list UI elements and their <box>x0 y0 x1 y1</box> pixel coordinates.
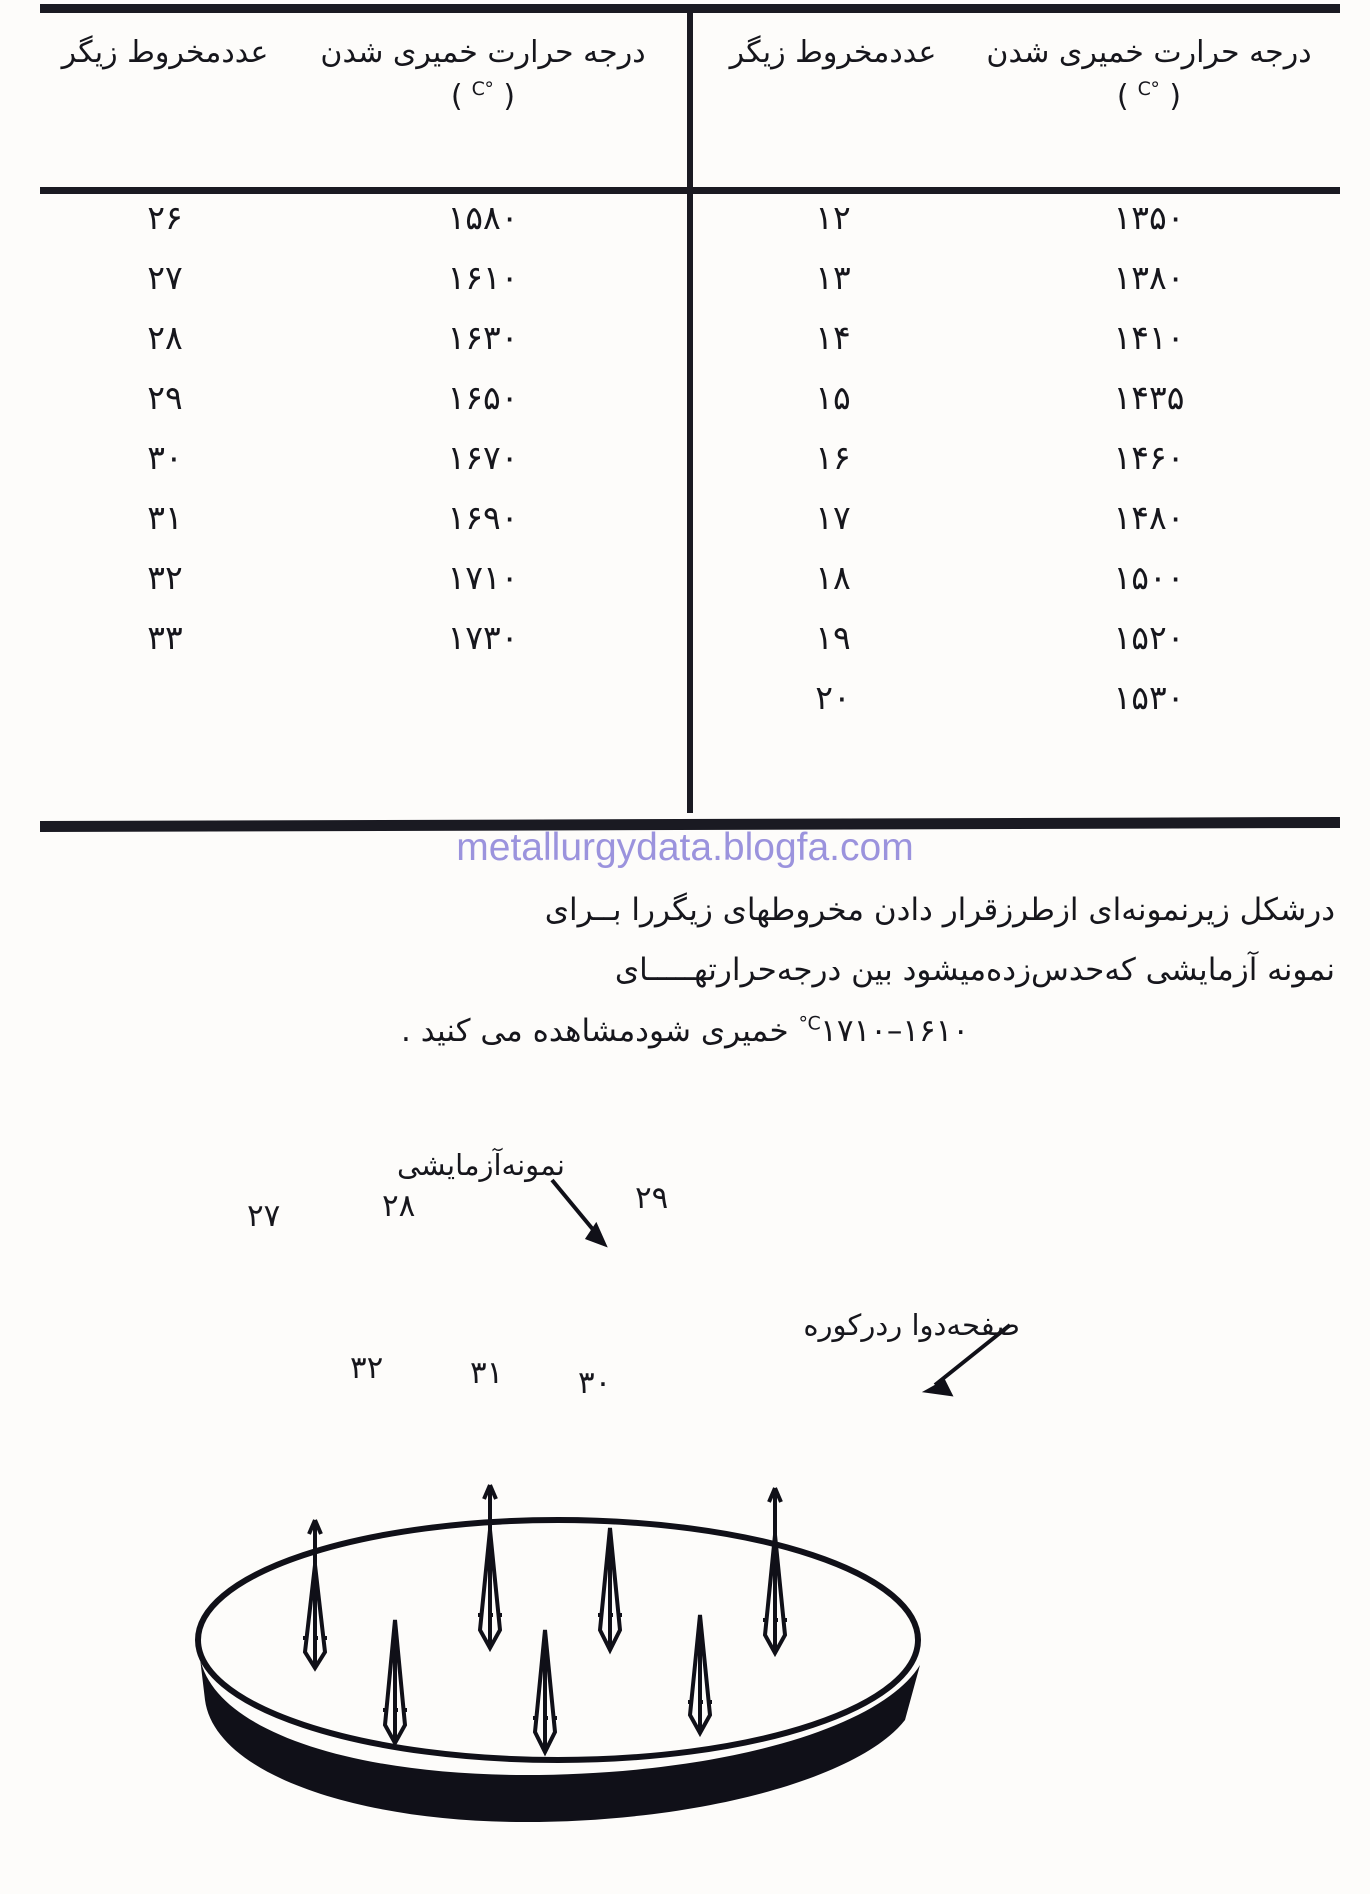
table-row <box>40 187 676 247</box>
table-body <box>40 13 1340 813</box>
cell-temperature: ۱۵۳۰ <box>1113 677 1185 717</box>
table-row <box>40 607 676 667</box>
cell-cone: ۲۹ <box>147 377 183 417</box>
cell-cone: ۱۳ <box>815 257 851 297</box>
paragraph-line-3-text: خمیری شودمشاهده می کنید . <box>401 1012 789 1049</box>
table-right-block <box>690 13 1340 813</box>
cell-cone: ۱۴ <box>815 317 851 357</box>
cell-temperature: ۱۶۷۰ <box>447 437 519 477</box>
figure-cone-number-28: ۲۸ <box>382 1188 416 1224</box>
cell-cone: ۱۶ <box>815 437 851 477</box>
table-row-empty <box>40 667 676 727</box>
header-temperature-unit: ( $^{^\circ C}$ ) <box>450 77 516 114</box>
cell-temperature: ۱۷۳۰ <box>447 617 519 657</box>
figure-cone-plate <box>0 1110 1370 1890</box>
figure-cone-number-27: ۲۷ <box>247 1198 281 1234</box>
figure-label-plate: صفحه‌دوا ردرکوره <box>803 1308 1020 1342</box>
table-row <box>708 667 1340 727</box>
figure-cone-number-30: ۳۰ <box>578 1365 612 1401</box>
table-row <box>708 487 1340 547</box>
table-row <box>40 427 676 487</box>
header-temperature-label: درجه حرارت خمیری شدن <box>320 35 646 70</box>
cell-temperature: ۱۴۶۰ <box>1113 437 1185 477</box>
header-cone-label: عددمخروط زیگر <box>61 35 269 70</box>
table-row <box>708 187 1340 247</box>
table-row <box>708 307 1340 367</box>
header-temperature-label: درجه حرارت خمیری شدن <box>986 35 1312 70</box>
body-paragraph <box>35 880 1335 1061</box>
sample-leader-arrow <box>552 1180 604 1244</box>
figure-drawing <box>0 1110 1370 1890</box>
table-rows-right <box>708 163 1340 813</box>
table-row <box>708 427 1340 487</box>
header-cone-label: عددمخروط زیگر <box>729 35 937 70</box>
cell-temperature: ۱۶۹۰ <box>447 497 519 537</box>
cell-cone: ۳۲ <box>147 557 183 597</box>
table-row <box>40 307 676 367</box>
cell-cone: ۱۹ <box>815 617 851 657</box>
cell-temperature: ۱۶۳۰ <box>447 317 519 357</box>
table-row <box>40 247 676 307</box>
cell-cone: ۱۷ <box>815 497 851 537</box>
cell-cone: ۲۶ <box>147 197 183 237</box>
cell-temperature: ۱۳۸۰ <box>1113 257 1185 297</box>
cell-temperature: ۱۶۱۰ <box>447 257 519 297</box>
cell-cone: ۳۱ <box>147 497 183 537</box>
table-row <box>708 247 1340 307</box>
cell-temperature: ۱۵۰۰ <box>1113 557 1185 597</box>
cell-temperature: ۱۵۲۰ <box>1113 617 1185 657</box>
table-header-row-left <box>40 13 676 163</box>
header-cone-left <box>40 31 290 75</box>
cell-cone: ۱۸ <box>815 557 851 597</box>
table-left-block <box>40 13 690 813</box>
cell-cone: ۱۵ <box>815 377 851 417</box>
cell-cone: ۳۳ <box>147 617 183 657</box>
header-temperature-right <box>958 31 1340 118</box>
figure-cone-number-32: ۳۲ <box>350 1350 384 1386</box>
table-header-rule <box>40 187 1340 194</box>
table-row <box>40 367 676 427</box>
table-rows-left <box>40 163 676 813</box>
header-temperature-left <box>290 31 676 118</box>
cell-cone: ۳۰ <box>147 437 183 477</box>
table-top-rule <box>40 4 1340 13</box>
cell-temperature: ۱۷۱۰ <box>447 557 519 597</box>
table-header-row-right <box>708 13 1340 163</box>
cell-cone: ۲۰ <box>815 677 851 717</box>
header-temperature-unit: ( $^{^\circ C}$ ) <box>1116 77 1182 114</box>
table-row <box>40 487 676 547</box>
cell-temperature: ۱۵۸۰ <box>447 197 519 237</box>
cell-temperature: ۱۴۸۰ <box>1113 497 1185 537</box>
cell-cone: ۱۲ <box>815 197 851 237</box>
paragraph-range: $^{^\circ C}$۱۷۱۰–۱۶۱۰ <box>798 1012 969 1049</box>
table-row <box>708 547 1340 607</box>
cell-temperature: ۱۴۱۰ <box>1113 317 1185 357</box>
cell-temperature: ۱۶۵۰ <box>447 377 519 417</box>
table-row <box>708 367 1340 427</box>
ziegler-cone-table <box>40 0 1340 830</box>
figure-cone-number-31: ۳۱ <box>470 1355 504 1391</box>
cell-cone: ۲۷ <box>147 257 183 297</box>
cell-cone: ۲۸ <box>147 317 183 357</box>
paragraph-line-2: نمونه آزمایشی که‌حدس‌زده‌میشود بین درجه‌حرارتهـــــای <box>614 952 1335 989</box>
table-row <box>40 547 676 607</box>
table-row <box>708 607 1340 667</box>
figure-label-sample: نمونه‌آزمایشی <box>397 1148 565 1182</box>
header-cone-right <box>708 31 958 75</box>
cell-temperature: ۱۴۳۵ <box>1113 377 1185 417</box>
cell-temperature: ۱۳۵۰ <box>1113 197 1185 237</box>
watermark-url: metallurgydata.blogfa.com <box>456 826 914 869</box>
paragraph-line-1: درشکل زیرنمونه‌ای ازطرزقرار دادن مخروطهای زیگررا بــرای <box>544 892 1335 928</box>
figure-cone-number-29: ۲۹ <box>635 1180 669 1216</box>
paragraph-line-3 <box>35 1001 1335 1061</box>
